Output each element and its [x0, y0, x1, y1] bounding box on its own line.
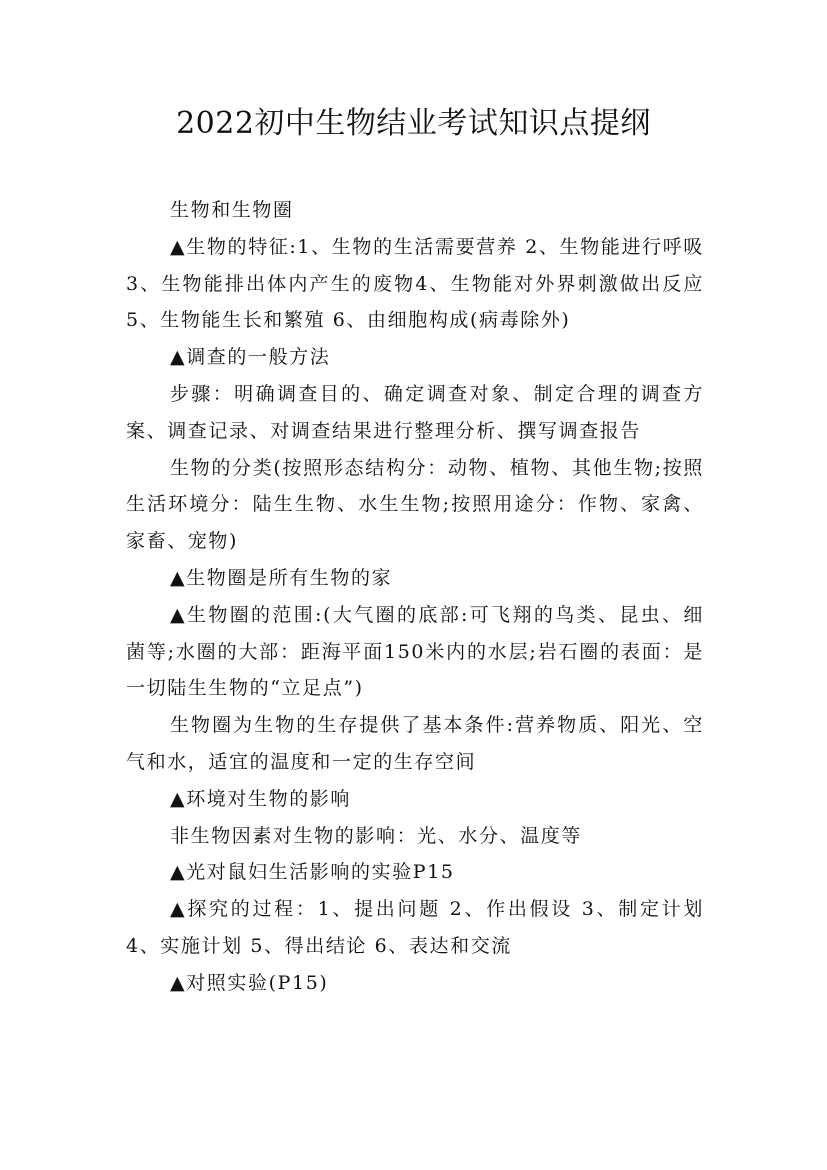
paragraph: ▲对照实验(P15): [170, 971, 329, 994]
paragraph: ▲生物圈是所有生物的家: [170, 566, 393, 589]
document-title: 2022初中生物结业考试知识点提纲: [176, 106, 651, 141]
section-heading: 生物和生物圈: [170, 199, 294, 221]
paragraph: 非生物因素对生物的影响：光、水分、温度等: [170, 824, 583, 847]
paragraph: 生物的分类(按照形态结构分：动物、植物、其他生物;按照生活环境分：陆生生物、水生生物;按照用途分：作物、家禽、家畜、宠物): [126, 456, 704, 553]
document-body: [126, 192, 704, 1002]
paragraph: 生物圈为生物的生存提供了基本条件:营养物质、阳光、空气和水，适宜的温度和一定的生存空间: [126, 714, 704, 773]
paragraph: 步骤：明确调查目的、确定调查对象、制定合理的调查方案、调查记录、对调查结果进行整理分析、撰写调查报告: [126, 382, 704, 442]
paragraph: ▲生物的特征:1、生物的生活需要营养 2、生物能进行呼吸 3、生物能排出体内产生的废物4、生物能对外界刺激做出反应 5、生物能生长和繁殖 6、由细胞构成(病毒除外): [126, 235, 704, 332]
paragraph: ▲生物圈的范围:(大气圈的底部:可飞翔的鸟类、昆虫、细菌等;水圈的大部：距海平面150米内的水层;岩石圈的表面：是一切陆生生物的“立足点”): [126, 603, 704, 700]
paragraph: ▲探究的过程：1、提出问题 2、作出假设 3、制定计划4、实施计划 5、得出结论 6、表达和交流: [126, 898, 704, 957]
paragraph: ▲环境对生物的影响: [170, 787, 352, 810]
paragraph: ▲光对鼠妇生活影响的实验P15: [170, 861, 455, 884]
paragraph: ▲调查的一般方法: [170, 346, 331, 369]
